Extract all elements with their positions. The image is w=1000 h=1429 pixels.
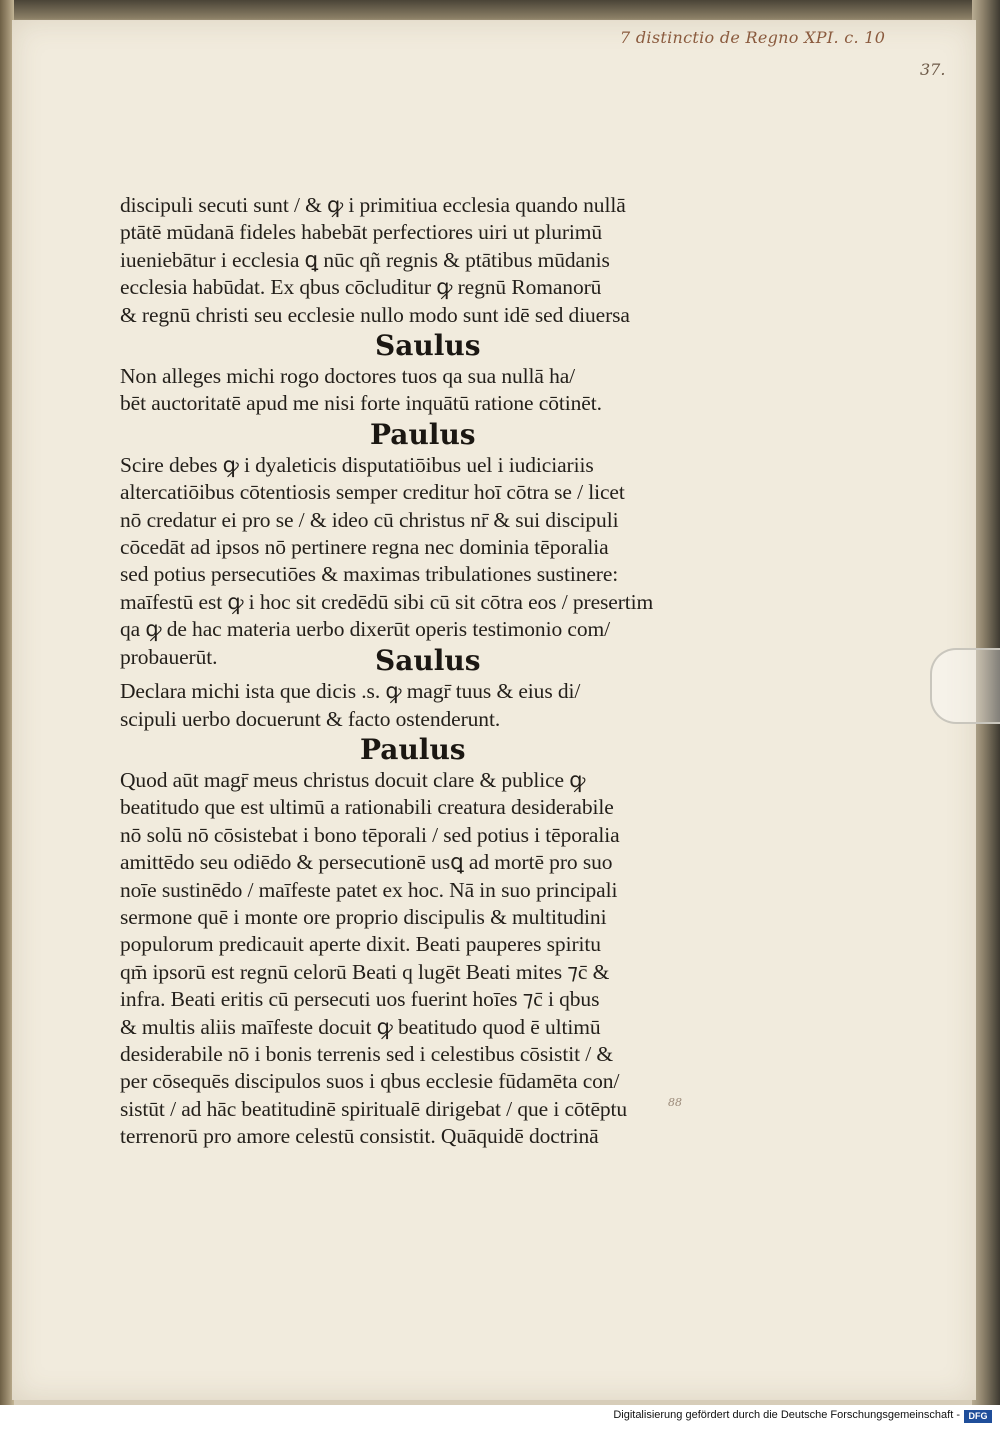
text-line: bēt auctoritatē apud me nisi forte inquātū ratione cōtinēt.	[120, 391, 602, 416]
bookmark-tab	[930, 648, 1000, 724]
text-line: infra. Beati eritis cū persecuti uos fuerint hoīes ⁊c̄ i qbus	[120, 987, 600, 1012]
text-line: sistūt / ad hāc beatitudinē spiritualē dirigebat / que i cōtēptu	[120, 1096, 628, 1121]
text-line: Quod aūt magr̄ meus christus docuit clare & publice ꝙ	[120, 767, 586, 792]
text-line: cōcedāt ad ipsos nō pertinere regna nec dominia tēporalia	[120, 535, 609, 560]
handwritten-note: 7 distinctio de Regno XPI. c. 10	[620, 28, 886, 47]
text-line: scipuli uerbo docuerunt & facto ostenderunt.	[120, 706, 501, 731]
text-line: sermone quē i monte ore proprio discipulis & multitudini	[120, 904, 607, 929]
text-line: qm̄ ipsorū est regnū celorū Beati q lugēt Beati mites ⁊c̄ &	[120, 959, 610, 984]
text-line: qa ꝙ de hac materia uerbo dixerūt operis testimonio com/	[120, 617, 610, 642]
text-line: nō solū nō cōsistebat i bono tēporali / sed potius i tēporalia	[120, 822, 620, 847]
text-line: & regnū christi seu ecclesie nullo modo sunt idē sed diuersa	[120, 302, 630, 327]
text-line: Declara michi ista que dicis .s. ꝙ magr̄ tuus & eius di/	[120, 679, 581, 704]
text-line: sed potius persecutiōes & maximas tribulationes sustinere:	[120, 562, 619, 587]
text-line: ecclesia habūdat. Ex qbus cōcluditur ꝙ regnū Romanorū	[120, 275, 602, 300]
text-line: terrenorū pro amore celestū consistit. Quāquidē doctrinā	[120, 1124, 599, 1149]
main-text-block	[120, 192, 730, 1151]
text-line: maīfestū est ꝙ i hoc sit credēdū sibi cū sit cōtra eos / presertim	[120, 589, 654, 614]
text-line: altercatiōibus cōtentiosis semper creditur hoī cōtra se / licet	[120, 480, 625, 505]
text-line: beatitudo que est ultimū a rationabili creatura desiderabile	[120, 795, 614, 820]
speaker-heading-paulus: Paulus	[360, 732, 466, 766]
text-line: amittēdo seu odiēdo & persecutionē usꝗ ad mortē pro suo	[120, 850, 613, 875]
text-line: Scire debes ꝙ i dyaleticis disputatiōibus uel i iudiciariis	[120, 452, 594, 477]
text-line: iueniebātur i ecclesia ꝗ nūc qñ regnis & ptātibus mūdanis	[120, 247, 610, 272]
text-line: desiderabile nō i bonis terrenis sed i celestibus cōsistit / &	[120, 1041, 613, 1066]
text-line: noīe sustinēdo / maīfeste patet ex hoc. Nā in suo principali	[120, 877, 618, 902]
folio-number: 37.	[920, 60, 946, 79]
text-line: & multis aliis maīfeste docuit ꝙ beatitudo quod ē ultimū	[120, 1014, 601, 1039]
speaker-heading-paulus: Paulus	[370, 417, 476, 451]
signature-mark: 88	[668, 1096, 682, 1109]
speaker-heading-saulus: Saulus	[375, 329, 481, 363]
text-line: ptātē mūdanā fideles habebāt perfectiores uiri ut plurimū	[120, 220, 603, 245]
text-line: populorum predicauit aperte dixit. Beati pauperes spiritu	[120, 932, 601, 957]
text-line: nō credatur ei pro se / & ideo cū christus nr̄ & sui discipuli	[120, 507, 619, 532]
text-line: Non alleges michi rogo doctores tuos qa sua nullā ha/	[120, 364, 576, 389]
dfg-logo: DFG	[964, 1410, 992, 1423]
text-line: discipuli secuti sunt / & ꝙ i primitiua ecclesia quando nullā	[120, 193, 626, 217]
footer-credit: Digitalisierung gefördert durch die Deutsche Forschungsgemeinschaft -	[613, 1409, 960, 1421]
speaker-heading-saulus: Saulus	[375, 644, 481, 678]
text-line: probauerūt.	[120, 644, 218, 669]
text-line: per cōsequēs discipulos suos i qbus ecclesie fūdamēta con/	[120, 1069, 620, 1094]
